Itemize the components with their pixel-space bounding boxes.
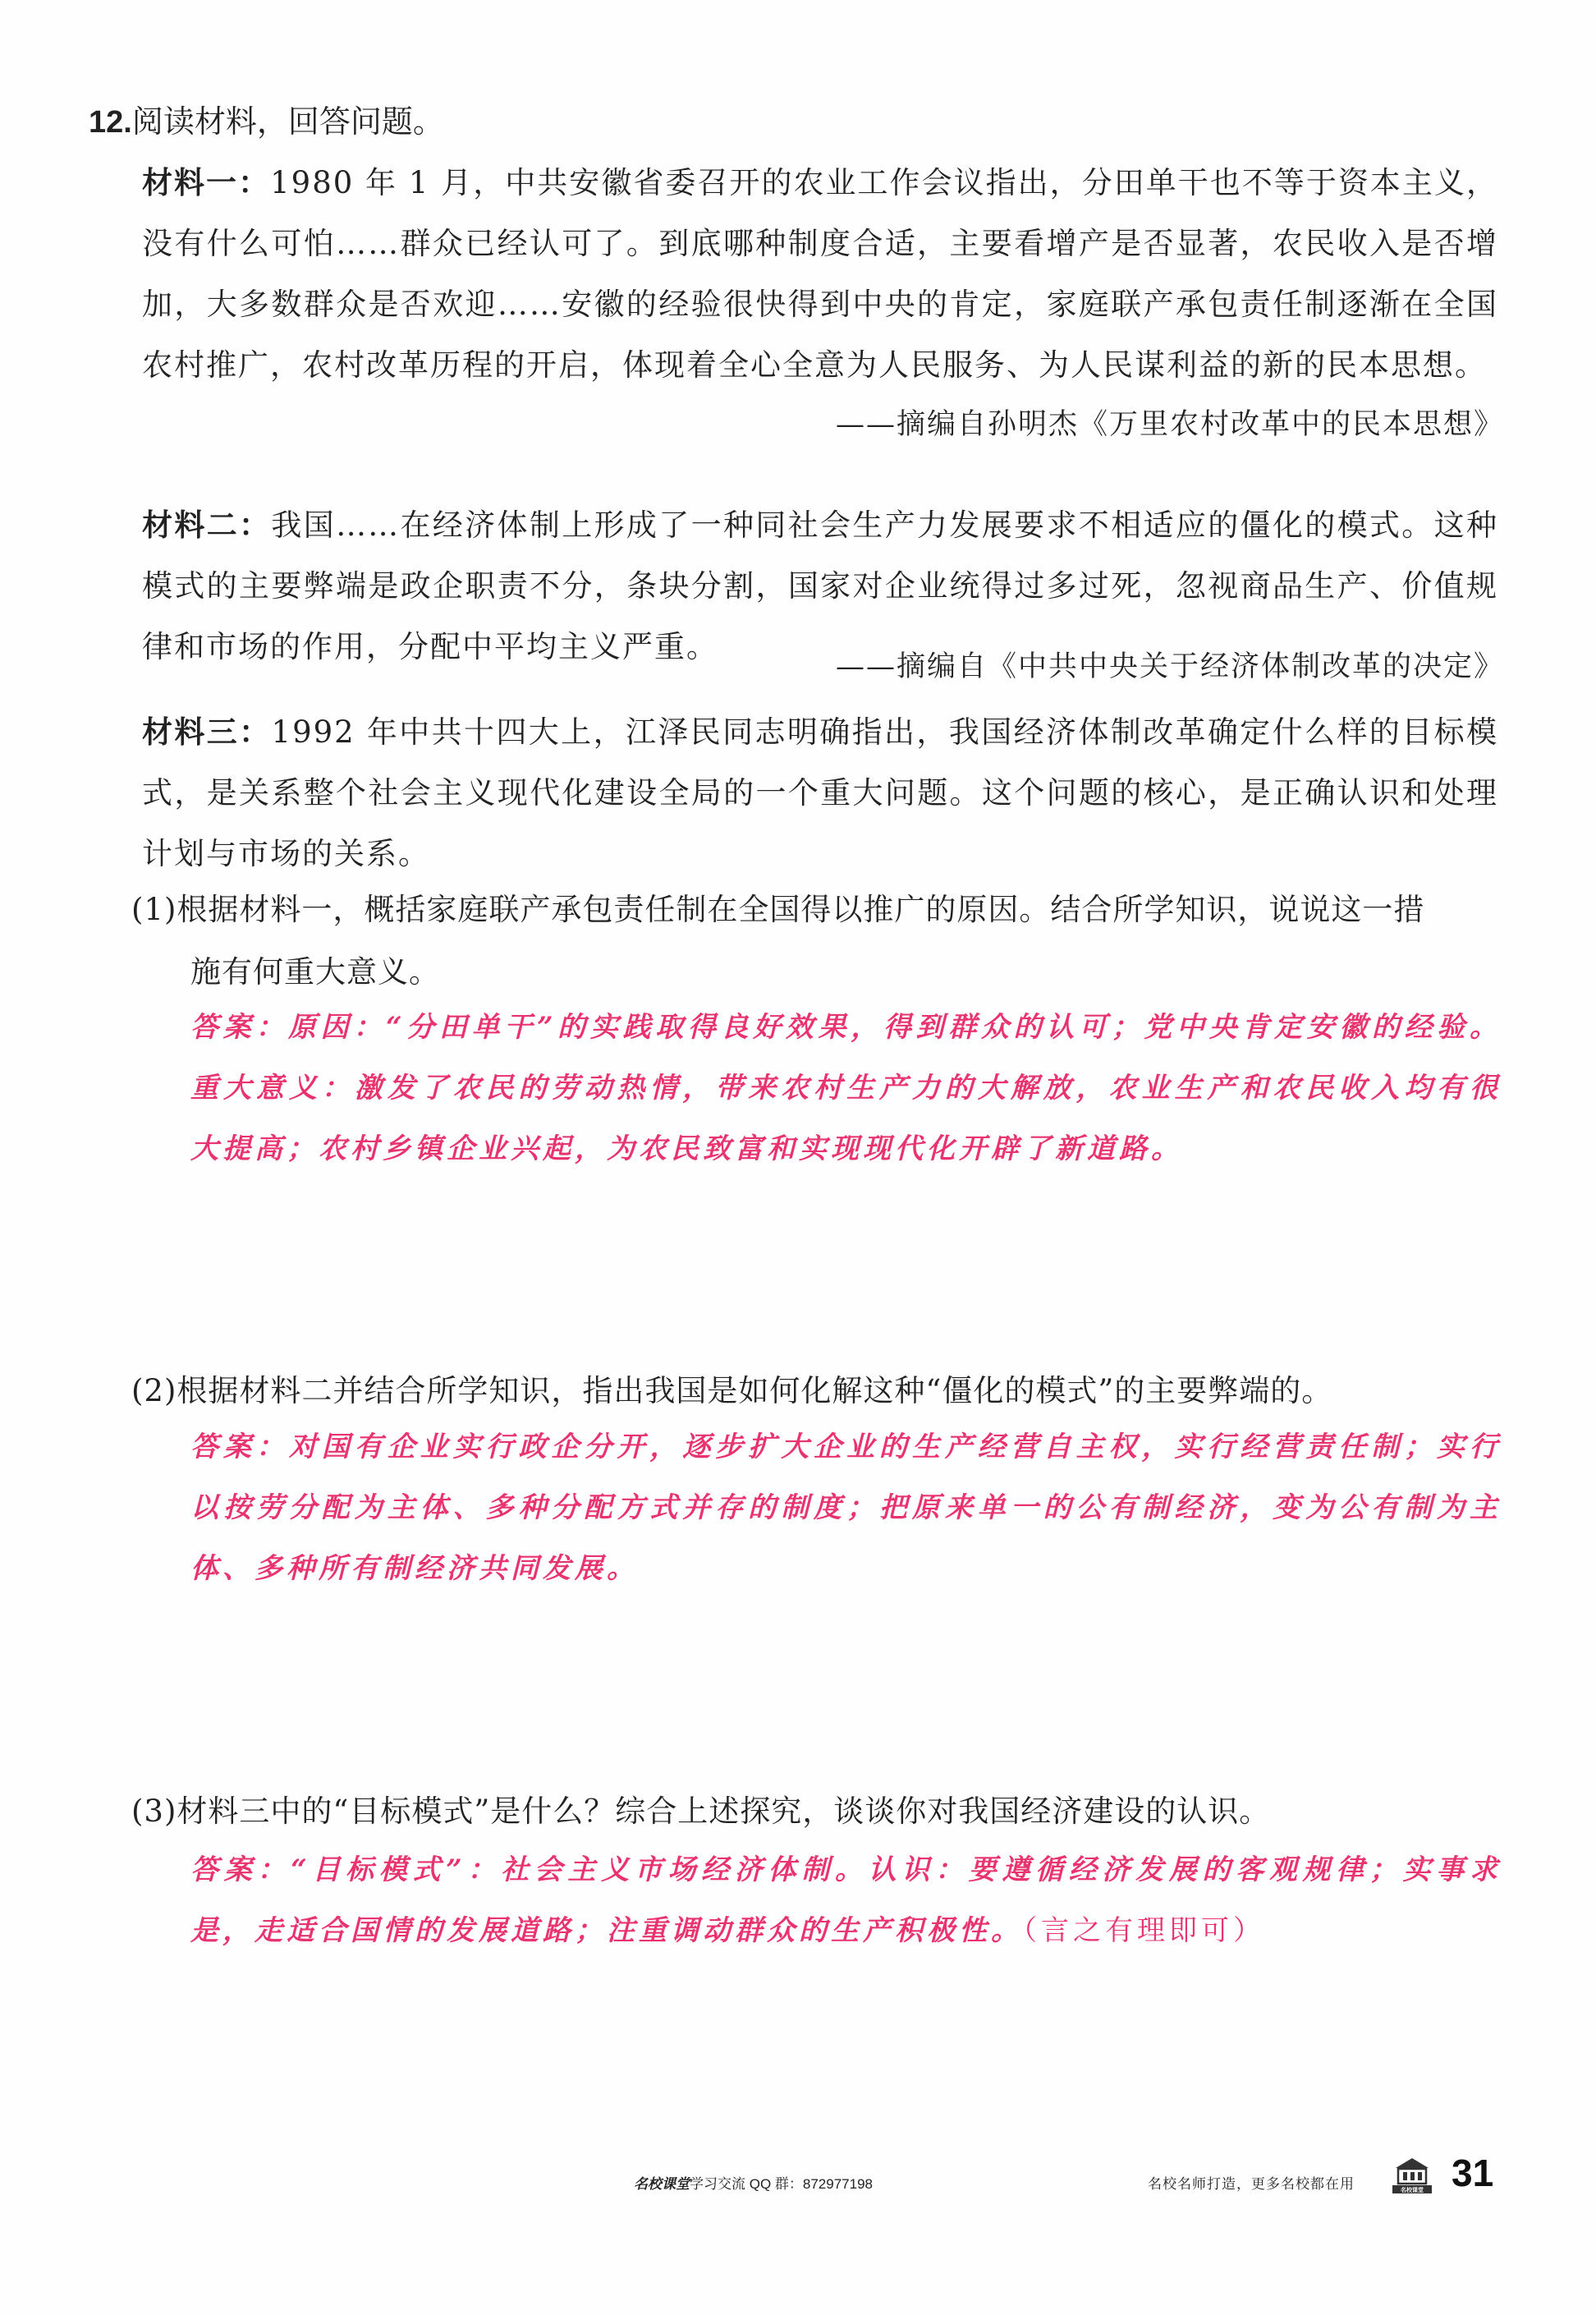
material-2-text: 我国……在经济体制上形成了一种同社会生产力发展要求不相适应的僵化的模式。这种模式的主要弊端是政企职责不分，条块分割，国家对企业统得过多过死，忽视商品生产、价值规律和市场的作用，分配中平均主义严重。 bbox=[142, 508, 1499, 664]
sub-question-1-line1: (1)根据材料一，概括家庭联产承包责任制在全国得以推广的原因。结合所学知识，说说这一措 bbox=[131, 892, 1425, 927]
material-3-text: 1992 年中共十四大上，江泽民同志明确指出，我国经济体制改革确定什么样的目标模式，是关系整个社会主义现代化建设全局的一个重大问题。这个问题的核心，是正确认识和处理计划与市场的关系。 bbox=[142, 714, 1498, 871]
answer-2-text: 答案：对国有企业实行政企分开，逐步扩大企业的生产经营自主权，实行经营责任制；实行以按劳分配为主体、多种分配方式并存的制度；把原来单一的公有制经济，变为公有制为主体、多种所有制经济共同发展。 bbox=[190, 1431, 1502, 1585]
answer-2 bbox=[190, 1417, 1502, 1599]
sub-question-3-line1: (3)材料三中的“目标模式”是什么？综合上述探究，谈谈你对我国经济建设的认识。 bbox=[131, 1794, 1271, 1829]
sub-question-1 bbox=[131, 879, 1500, 1004]
sub-question-2-line1: (2)根据材料二并结合所学知识，指出我国是如何化解这种“僵化的模式”的主要弊端的。 bbox=[131, 1373, 1333, 1408]
answer-3-text: 答案：“目标模式”：社会主义市场经济体制。认识：要遵循经济发展的客观规律；实事求是，走适合国情的发展道路；注重调动群众的生产积极性。 bbox=[190, 1853, 1502, 1947]
answer-1 bbox=[190, 997, 1502, 1179]
material-1-source: ——摘编自孙明杰《万里农村改革中的民本思想》 bbox=[835, 408, 1504, 441]
brand-logo-icon bbox=[1391, 2157, 1433, 2194]
page-number: 31 bbox=[1452, 2152, 1494, 2194]
footer-study-group bbox=[634, 2172, 873, 2193]
question-number: 12. bbox=[89, 105, 132, 140]
answer-3-note: （言之有理即可） bbox=[1023, 1914, 1265, 1947]
material-1-label: 材料一： bbox=[142, 165, 271, 200]
footer-group-text: 学习交流 QQ 群：872977198 bbox=[690, 2176, 873, 2192]
sub-question-2 bbox=[131, 1360, 1500, 1422]
material-1-text: 1980 年 1 月，中共安徽省委召开的农业工作会议指出，分田单干也不等于资本主义，没有什么可怕……群众已经认可了。到底哪种制度合适，主要看增产是否显著，农民收入是否增加，大多数群众是否欢迎……安徽的经验很快得到中央的肯定，家庭联产承包责任制逐渐在全国农村推广，农村改革历程的开启，体现着全心全意为人民服务、为人民谋利益的新的民本思想。 bbox=[142, 165, 1499, 383]
sub-question-3 bbox=[131, 1780, 1500, 1843]
answer-1-text: 答案：原因：“分田单干”的实践取得良好效果，得到群众的认可；党中央肯定安徽的经验。重大意义：激发了农民的劳动热情，带来农村生产力的大解放，农业生产和农民收入均有很大提高；农村乡镇企业兴起，为农民致富和实现现代化开辟了新道路。 bbox=[190, 1011, 1502, 1165]
brand-logo-text: 名校课堂 bbox=[1401, 2187, 1424, 2193]
footer-brand: 名校课堂 bbox=[634, 2176, 690, 2192]
material-2-label: 材料二： bbox=[142, 508, 272, 543]
answer-3 bbox=[190, 1840, 1502, 1961]
material-2-source: ——摘编自《中共中央关于经济体制改革的决定》 bbox=[835, 650, 1504, 683]
material-3-label: 材料三： bbox=[142, 714, 272, 750]
question-heading bbox=[89, 97, 444, 147]
material-1 bbox=[142, 153, 1498, 396]
footer-slogan: 名校名师打造，更多名校都在用 bbox=[1148, 2176, 1355, 2192]
material-3 bbox=[142, 702, 1498, 884]
question-prompt: 阅读材料，回答问题。 bbox=[131, 103, 444, 140]
sub-question-1-line2: 施有何重大意义。 bbox=[190, 954, 440, 990]
